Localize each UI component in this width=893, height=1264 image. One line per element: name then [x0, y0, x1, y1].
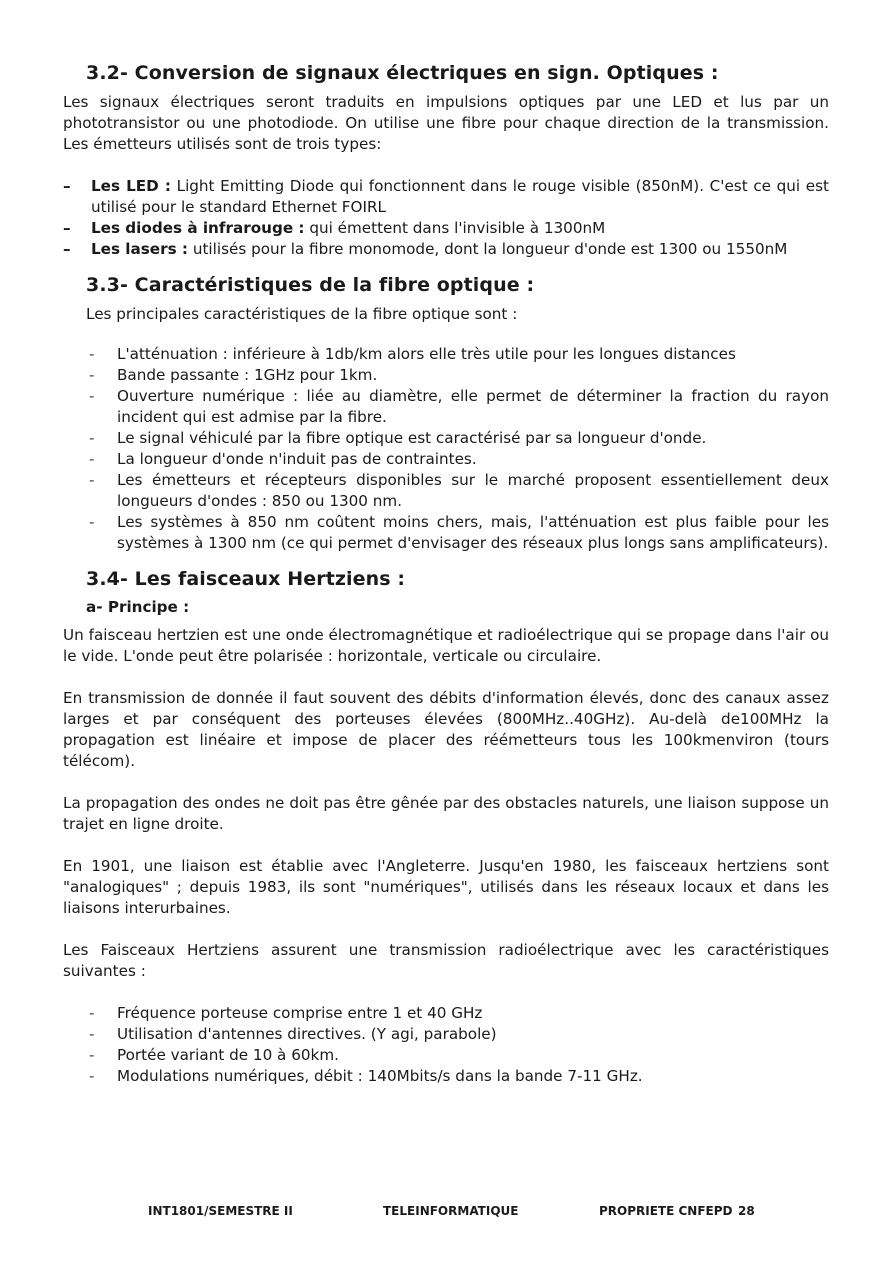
item-term: Les diodes à infrarouge : — [91, 219, 305, 237]
list-item: - Bande passante : 1GHz pour 1km. — [63, 365, 829, 386]
section-3-3-intro: Les principales caractéristiques de la fibre optique sont : — [86, 305, 518, 323]
section-3-2-paragraph: Les signaux électriques seront traduits en impulsions optiques par une LED et lus par un phototransistor ou une photodiode. On utilise une fibre pour chaque direction de la transmission. Les émetteurs utilisés sont de trois types: — [63, 93, 829, 153]
emitter-types-list — [63, 176, 829, 260]
item-text: utilisés pour la fibre monomode, dont la longueur d'onde est 1300 ou 1550nM — [188, 240, 788, 258]
footer-subject: TELEINFORMATIQUE — [383, 1204, 519, 1218]
footer-course: INT1801/SEMESTRE II — [148, 1204, 293, 1218]
paragraph: Un faisceau hertzien est une onde électromagnétique et radioélectrique qui se propage dans l'air ou le vide. L'onde peut être polarisée : horizontale, verticale ou circulaire. — [63, 626, 829, 665]
paragraph: La propagation des ondes ne doit pas être gênée par des obstacles naturels, une liaison suppose un trajet en ligne droite. — [63, 794, 829, 833]
section-3-3-title: 3.3- Caractéristiques de la fibre optique : — [86, 274, 535, 296]
item-text: Light Emitting Diode qui fonctionnent dans le rouge visible (850nM). C'est ce qui est utilisé pour le standard Ethernet FOIRL — [91, 177, 829, 216]
page-footer — [0, 1204, 893, 1222]
list-item: - Modulations numériques, débit : 140Mbits/s dans la bande 7-11 GHz. — [63, 1066, 829, 1087]
item-text: qui émettent dans l'invisible à 1300nM — [304, 219, 606, 237]
section-3-4-title: 3.4- Les faisceaux Hertziens : — [86, 568, 406, 590]
subsection-principe-title: a- Principe : — [86, 598, 190, 616]
list-item — [63, 239, 829, 260]
item-term: Les lasers : — [91, 240, 188, 258]
paragraph: En transmission de donnée il faut souvent des débits d'information élevés, donc des canaux assez larges et par conséquent des porteuses élevées (800MHz..40GHz). Au-delà de100MHz la propagation est linéaire et impose de placer des réémetteurs tous les 100kmenviron (tours télécom). — [63, 689, 829, 770]
list-item: - Les émetteurs et récepteurs disponibles sur le marché proposent essentiellement deux longueurs d'ondes : 850 ou 1300 nm. — [63, 470, 829, 512]
list-item: - Les systèmes à 850 nm coûtent moins chers, mais, l'atténuation est plus faible pour les systèmes à 1300 nm (ce qui permet d'envisager des réseaux plus longs sans amplificateurs). — [63, 512, 829, 554]
paragraph: En 1901, une liaison est établie avec l'Angleterre. Jusqu'en 1980, les faisceaux hertziens sont "analogiques" ; depuis 1983, ils sont "numériques", utilisés dans les réseaux locaux et dans les liaisons interurbaines. — [63, 857, 829, 917]
paragraph: Les Faisceaux Hertziens assurent une transmission radioélectrique avec les caractéristiques suivantes : — [63, 941, 829, 980]
hertzian-characteristics-list — [63, 1003, 829, 1087]
list-item — [63, 176, 829, 218]
list-item: - Le signal véhiculé par la fibre optique est caractérisé par sa longueur d'onde. — [63, 428, 829, 449]
fiber-characteristics-list — [63, 344, 829, 554]
list-item: - Utilisation d'antennes directives. (Y agi, parabole) — [63, 1024, 829, 1045]
list-item — [63, 218, 829, 239]
footer-page-number: 28 — [738, 1204, 755, 1218]
list-item: - Portée variant de 10 à 60km. — [63, 1045, 829, 1066]
item-term: Les LED : — [91, 177, 171, 195]
list-item: - Fréquence porteuse comprise entre 1 et 40 GHz — [63, 1003, 829, 1024]
document-page — [63, 62, 829, 1087]
footer-owner: PROPRIETE CNFEPD — [599, 1204, 733, 1218]
list-item: - La longueur d'onde n'induit pas de contraintes. — [63, 449, 829, 470]
list-item: - Ouverture numérique : liée au diamètre, elle permet de déterminer la fraction du rayon incident qui est admise par la fibre. — [63, 386, 829, 428]
list-item: - L'atténuation : inférieure à 1db/km alors elle très utile pour les longues distances — [63, 344, 829, 365]
section-3-2-title: 3.2- Conversion de signaux électriques en sign. Optiques : — [86, 62, 719, 84]
